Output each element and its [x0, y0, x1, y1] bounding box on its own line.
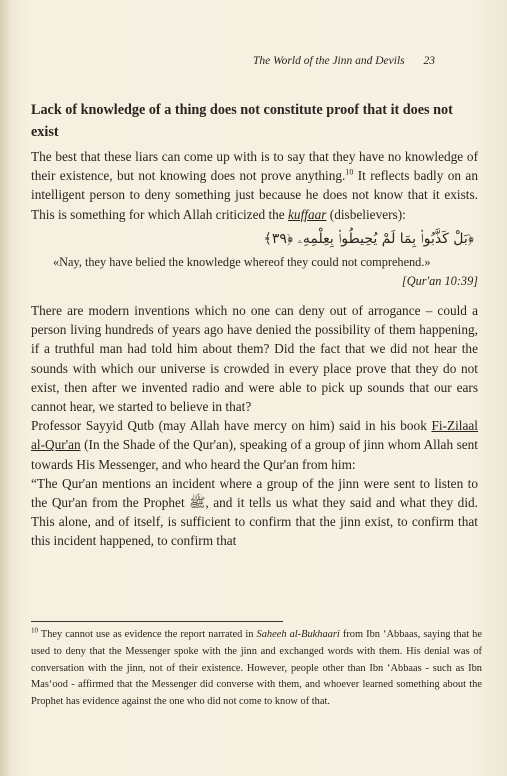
footnote-divider — [31, 621, 283, 622]
paragraph-1: The best that these liars can come up with is to say that they have no knowledge of their existence, but not knowing does not prove anything.$^{10}$ It reflects badly on an intelligent person to deny something just because he does not know that it exists. This is something for which Allah criticized the kuffaar (disbelievers): — [31, 149, 478, 222]
paragraph-3: Professor Sayyid Qutb (may Allah have mercy on him) said in his book Fi-Zilaal al-Qur'an (In the Shade of the Qur'an), speaking of a group of jinn whom Allah sent towards His Messenger, and who heard the Qur'an from him: — [31, 418, 478, 472]
paragraph-2: There are modern inventions which no one can deny out of arrogance – could a person living hundreds of years ago have denied the possibility of them happening, if a truthful man had told him about them? Did the fact that we did not hear the sounds with which our universe is crowded in every place prove that they do not exist, then after we invented radio and were able to pick up sounds that our ears cannot hear, we started to believe in that? — [31, 303, 478, 415]
spine-shadow — [0, 0, 12, 776]
quran-arabic: ﴿بَلْ كَذَّبُوا۟ بِمَا لَمْ يُحِيطُوا۟ بِعِلْمِهِۦ ﴿٣٩﴾ — [263, 230, 474, 247]
quran-translation: «Nay, they have belied the knowledge whereof they could not comprehend.» — [53, 255, 431, 270]
footnote-source: Saheeh al-Bukhaari — [256, 629, 340, 640]
footnote: $^{10}$ They cannot use as evidence the report narrated in Saheeh al-Bukhaari from Ibn ‘Abbaas, saying that he used to deny that the Messenger spoke with the jinn and exchanged words with them. His denial was of conversation with the jinn, not of their existence. However, people other than Ibn ‘Abbaas - such as Ibn Mas‘ood - affirmed that the Messenger did converse with them, and whoever learned something about the Prophet has evidence against the one who did not come to know of that. — [31, 626, 482, 708]
footnote-number: 10 — [31, 626, 38, 635]
running-header — [0, 55, 507, 67]
quran-reference: [Qur'an 10:39] — [401, 274, 478, 289]
kuffaar-term: kuffaar — [288, 206, 327, 222]
quran-translation-block — [53, 253, 478, 291]
footnote-ref: 10 — [345, 167, 354, 177]
section-heading: Lack of knowledge of a thing does not constitute proof that it does not exist — [31, 102, 453, 140]
book-title: The World of the Jinn and Devils — [253, 55, 405, 67]
page-number: 23 — [423, 55, 435, 67]
paragraph-4: “The Qur'an mentions an incident where a group of the jinn were sent to listen to the Qur'an from the Prophet ﷺ, and it tells us what they said and what they did. This alone, and of itself, is sufficient to confirm that the jinn exist, to confirm that this incident happened, to confirm that — [31, 475, 479, 549]
page-body — [31, 99, 478, 551]
book-name: Fi-Zilaal al-Qur'an — [31, 418, 478, 453]
